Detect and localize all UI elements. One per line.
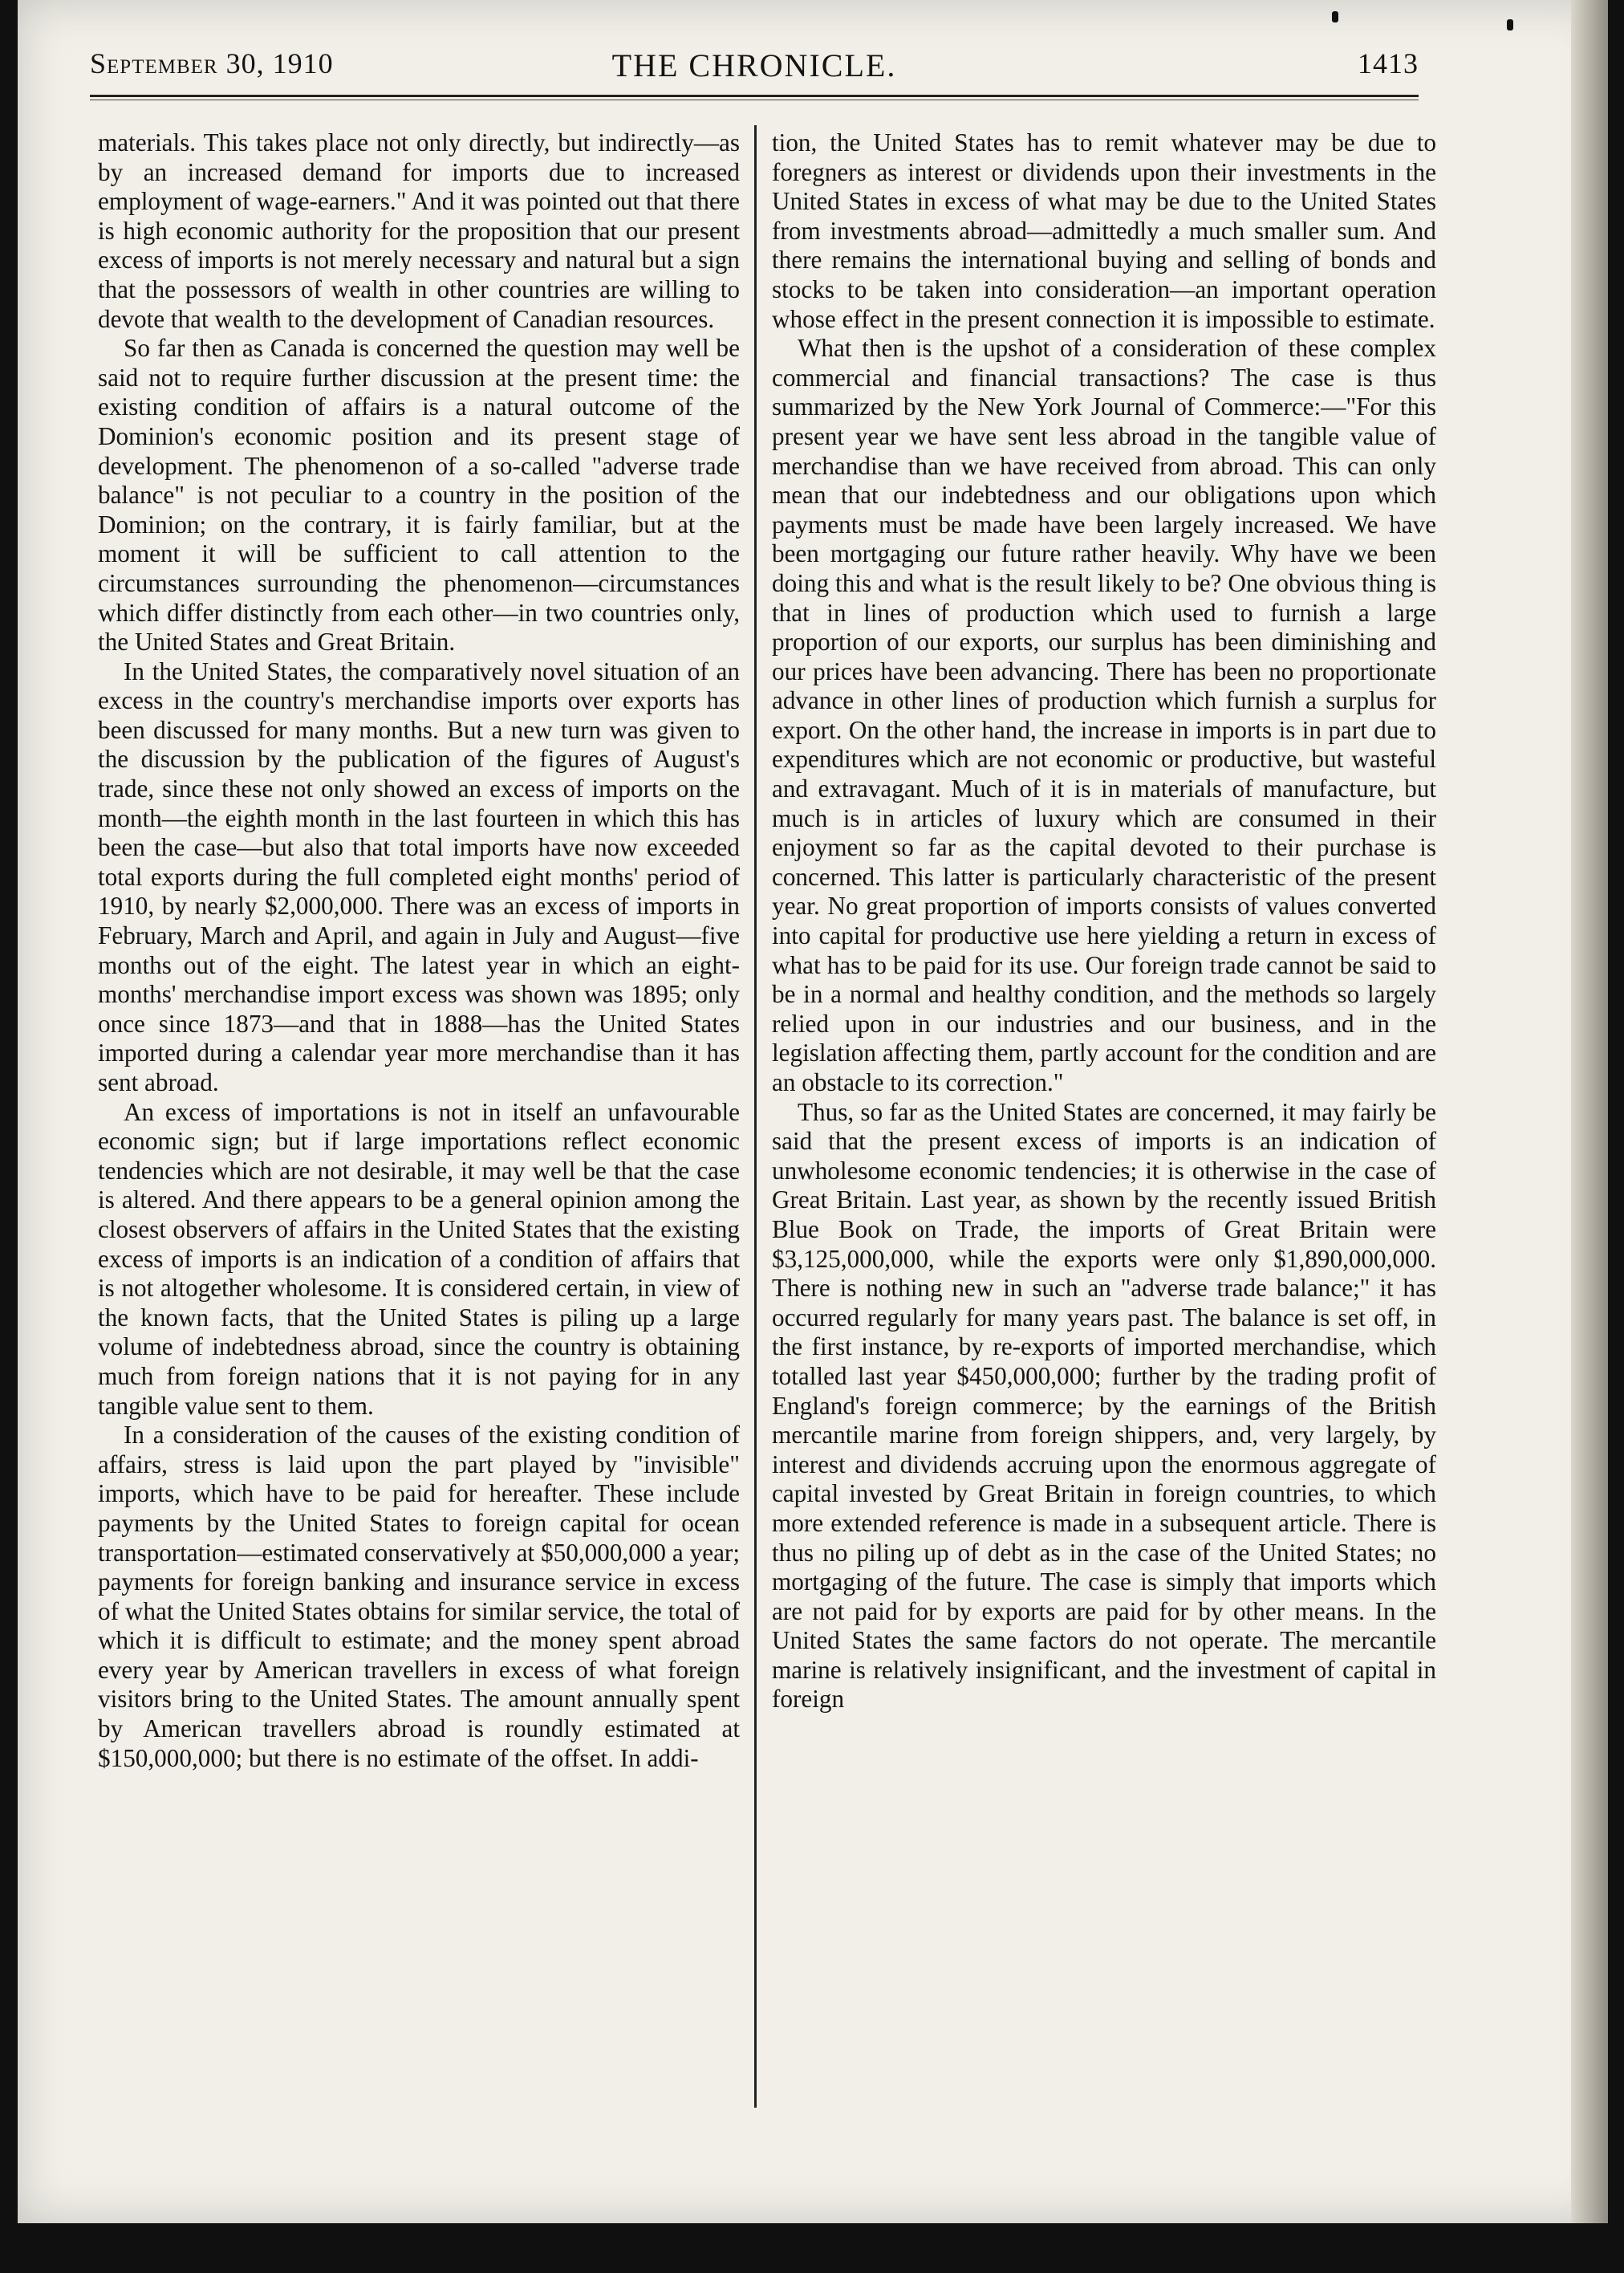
left-column: [98, 128, 740, 2119]
header-title: THE CHRONICLE.: [611, 47, 897, 83]
paragraph: So far then as Canada is concerned the question may well be said not to require further discussion at the present time: the existing condition of affairs is a natural outcome of the Dominion's economic position and its present stage of development. The phenomenon of a so-called "adverse trade balance" is not peculiar to a country in the position of the Dominion; on the contrary, it is fairly familiar, but at the moment it will be sufficient to call attention to the circumstances surrounding the phenomenon—circumstances which differ distinctly from each other—in two countries only, the United States and Great Britain.: [98, 334, 740, 657]
paragraph: What then is the upshot of a consideration of these complex commercial and financial transactions? The case is thus summarized by the New York Journal of Commerce:—"For this present year we have sent less abroad in the tangible value of merchandise than we have received from abroad. This can only mean that our indebtedness and our obligations upon which payments must be made have been largely increased. We have been mortgaging our future rather heavily. Why have we been doing this and what is the result likely to be? One obvious thing is that in lines of production which used to furnish a large proportion of our exports, our surplus has been diminishing and our prices have been advancing. There has been no proportionate advance in other lines of production which furnish a surplus for export. On the other hand, the increase in imports is in part due to expenditures which are not economic or productive, but wasteful and extravagant. Much of it is in materials of manufacture, but much is in articles of luxury which are consumed in their enjoyment so far as the capital devoted to their purchase is concerned. This latter is particularly characteristic of the present year. No great proportion of imports consists of values converted into capital for productive use here yielding a return in excess of what has to be paid for its use. Our foreign trade cannot be said to be in a normal and healthy condition, and the methods so largely relied upon in our industries and our business, and in the legislation affecting them, partly account for the condition and are an obstacle to its correction.": [772, 334, 1436, 1096]
header-date: September 30, 1910: [90, 47, 334, 79]
header-page-number: 1413: [1358, 47, 1419, 79]
right-column: [772, 128, 1436, 2119]
paragraph: Thus, so far as the United States are concerned, it may fairly be said that the present excess of imports is an indication of unwholesome economic tendencies; it is otherwise in the case of Great Britain. Last year, as shown by the recently issued British Blue Book on Trade, the imports of Great Britain were $3,125,000,000, while the exports were only $1,890,000,000. There is nothing new in such an "adverse trade balance;" it has occurred regularly for many years past. The balance is set off, in the first instance, by re-exports of imported merchandise, which totalled last year $450,000,000; further by the trading profit of England's foreign commerce; by the earnings of the British mercantile marine from foreign shippers, and, very largely, by interest and dividends accruing upon the enormous aggregate of capital invested by Great Britain in foreign countries, to which more extended reference is made in a subsequent article. There is thus no piling up of debt as in the case of the United States; no mortgaging of the future. The case is simply that imports which are not paid for by exports are paid for by other means. In the United States the same factors do not operate. The mercantile marine is relatively insignificant, and the investment of capital in foreign: [772, 1097, 1436, 1714]
column-divider: [754, 125, 757, 2108]
ink-speck: [1332, 11, 1338, 22]
paragraph: In the United States, the comparatively novel situation of an excess in the country's merchandise imports over exports has been discussed for many months. But a new turn was given to the discussion by the publication of the figures of August's trade, since these not only showed an excess of imports on the month—the eighth month in the last fourteen in which this has been the case—but also that total imports have now exceeded total exports during the full completed eight months' period of 1910, by nearly $2,000,000. There was an excess of imports in February, March and April, and again in July and August—five months out of the eight. The latest year in which an eight-months' merchandise import excess was shown was 1895; only once since 1873—and that in 1888—has the United States imported during a calendar year more merchandise than it has sent abroad.: [98, 657, 740, 1096]
header-rule: [90, 95, 1419, 97]
paragraph: materials. This takes place not only directly, but indirectly—as by an increased demand for imports due to increased employment of wage-earners." And it was pointed out that there is high economic authority for the proposition that our present excess of imports is not merely necessary and natural but a sign that the possessors of wealth in other countries are willing to devote that wealth to the development of Canadian resources.: [98, 128, 740, 333]
paragraph: tion, the United States has to remit whatever may be due to foregners as interest or dividends upon their investments in the United States in excess of what may be due to the United States from investments abroad—admittedly a much smaller sum. And there remains the international buying and selling of bonds and stocks to be taken into consideration—an important operation whose effect in the present connection it is impossible to estimate.: [772, 128, 1436, 333]
paragraph: An excess of importations is not in itself an unfavourable economic sign; but if large importations reflect economic tendencies which are not desirable, it may well be that the case is altered. And there appears to be a general opinion among the closest observers of affairs in the United States that the existing excess of imports is an indication of a condition of affairs that is not altogether wholesome. It is considered certain, in view of the known facts, that the United States is piling up a large volume of indebtedness abroad, since the country is obtaining much from foreign nations that it is not paying for in any tangible value sent to them.: [98, 1097, 740, 1420]
paragraph: In a consideration of the causes of the existing condition of affairs, stress is laid upon the part played by "invisible" imports, which have to be paid for hereafter. These include payments by the United States to foreign capital for ocean transportation—estimated conservatively at $50,000,000 a year; payments for foreign banking and insurance service in excess of what the United States obtains for similar service, the total of which it is difficult to estimate; and the money spent abroad every year by American travellers in excess of what foreign visitors bring to the United States. The amount annually spent by American travellers abroad is roundly estimated at $150,000,000; but there is no estimate of the offset. In addi-: [98, 1421, 740, 1772]
page-header: [90, 42, 1419, 98]
ink-speck: [1507, 19, 1513, 30]
page-edge: [1571, 0, 1608, 2223]
